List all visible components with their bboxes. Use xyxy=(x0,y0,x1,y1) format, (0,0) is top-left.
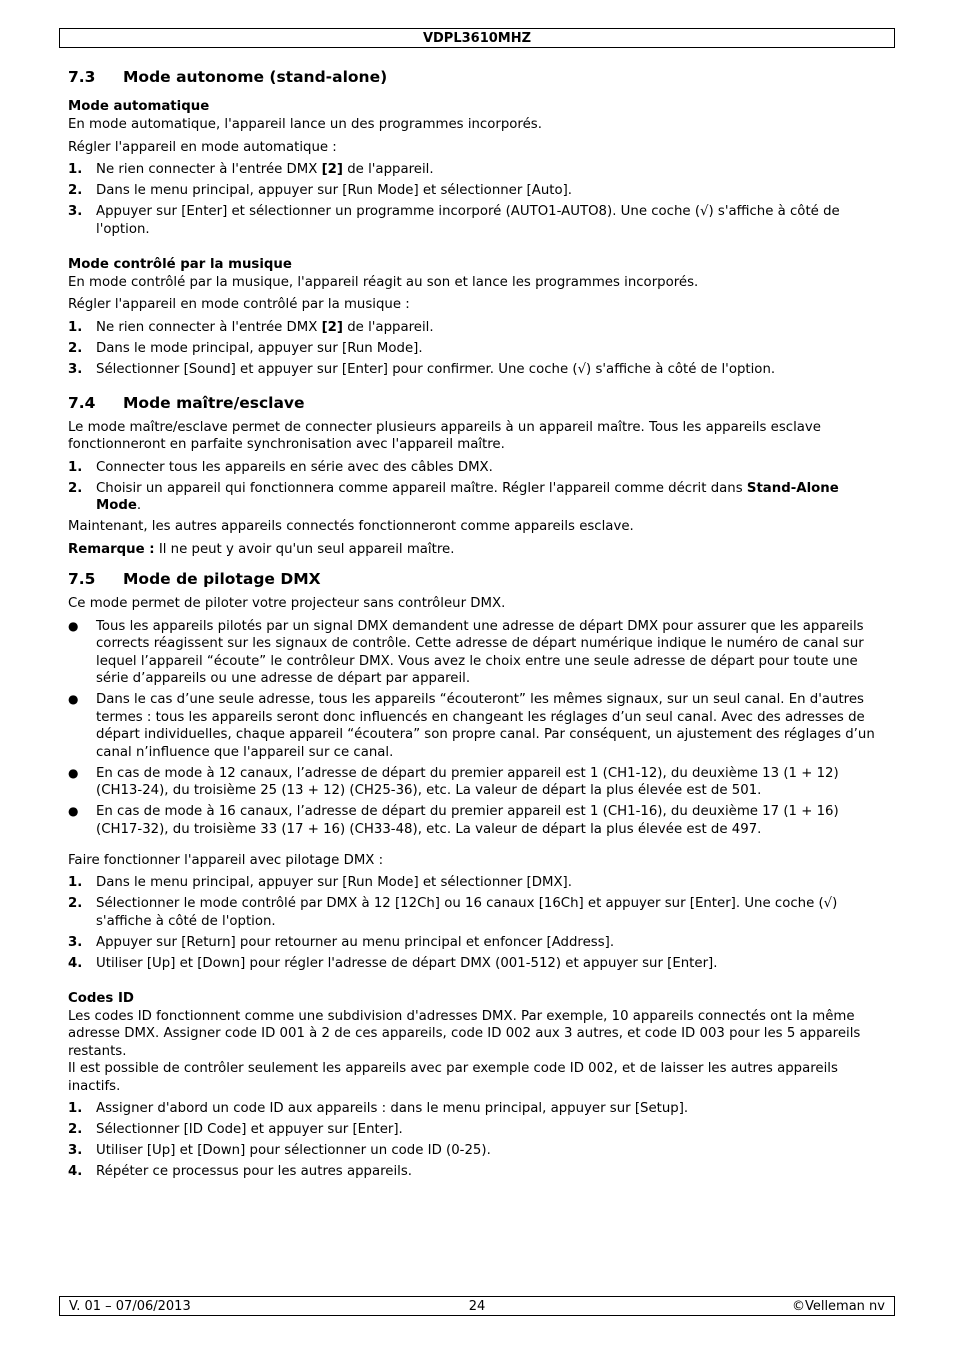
model-number: VDPL3610MHZ xyxy=(422,31,532,46)
section-heading-7-4: 7.4 Mode maître/esclave xyxy=(68,393,305,412)
list-item: ● En cas de mode à 16 canaux, l’adresse de départ du premier appareil est 1 (CH1-16), du deuxième 17 (1 + 16) (CH17-32), du troisième 33 (17 + 16) (CH33-48), etc. La valeur de départ la plus élevée est de 497. xyxy=(68,804,839,837)
remark: Remarque : Il ne peut y avoir qu'un seul appareil maître. xyxy=(68,541,455,557)
version-date: V. 01 – 07/06/2013 xyxy=(69,1299,191,1314)
paragraph: Régler l'appareil en mode automatique : xyxy=(68,139,337,155)
page-content xyxy=(68,66,888,1184)
paragraph: Le mode maître/esclave permet de connecter plusieurs appareils à un appareil maître. Tous les appareils esclave fonctionneront en parfaite synchronisation avec l'appareil maître. xyxy=(68,419,821,452)
dmx-bullet-list xyxy=(68,618,888,839)
list-item: 3. Appuyer sur [Return] pour retourner au menu principal et enfoncer [Address]. xyxy=(68,934,615,950)
list-item: 4. Utiliser [Up] et [Down] pour régler l'adresse de départ DMX (001-512) et appuyer sur [Enter]. xyxy=(68,955,718,971)
paragraph: Ce mode permet de piloter votre projecteur sans contrôleur DMX. xyxy=(68,596,506,611)
paragraph: Régler l'appareil en mode contrôlé par la musique : xyxy=(68,297,410,312)
list-item: 3. Utiliser [Up] et [Down] pour sélectionner un code ID (0-25). xyxy=(68,1143,491,1158)
list-item: ● En cas de mode à 12 canaux, l’adresse de départ du premier appareil est 1 (CH1-12), du deuxième 13 (1 + 12) (CH13-24), du troisième 25 (13 + 12) (CH25-36), etc. La valeur de départ la plus élevée est de 501. xyxy=(68,765,839,798)
master-slave-steps-list xyxy=(68,459,888,515)
list-item: 3. Appuyer sur [Enter] et sélectionner un programme incorporé (AUTO1-AUTO8). Une coche (√) s'affiche à côté de l'option. xyxy=(68,204,840,237)
copyright: ©Velleman nv xyxy=(791,1299,885,1314)
list-item: 1. Assigner d'abord un code ID aux appareils : dans le menu principal, appuyer sur [Setup]. xyxy=(68,1101,689,1116)
music-steps-list xyxy=(68,319,888,379)
list-item: 2. Dans le mode principal, appuyer sur [Run Mode]. xyxy=(68,340,423,356)
list-item: 1. Ne rien connecter à l'entrée DMX [2] de l'appareil. xyxy=(68,319,434,335)
list-item: 1. Connecter tous les appareils en série avec des câbles DMX. xyxy=(68,459,493,475)
list-item: ● Tous les appareils pilotés par un signal DMX demandent une adresse de départ DMX pour assurer que les appareils corrects réagissent sur les signaux de contrôle. Cette adresse de départ numérique indique le numéro de canal sur lequel l’appareil “écoute” le contrôleur DMX. Vous avez le choix entre une seule adresse de départ pour toute une série d’appareils ou une adresse de départ par appareil. xyxy=(68,618,864,686)
codes-steps-list xyxy=(68,1100,888,1181)
section-heading-7-3: 7.3 Mode autonome (stand-alone) xyxy=(68,68,388,86)
list-item: 1. Ne rien connecter à l'entrée DMX [2] de l'appareil. xyxy=(68,162,434,177)
page-footer xyxy=(59,1296,895,1316)
list-item: 2. Sélectionner [ID Code] et appuyer sur [Enter]. xyxy=(68,1122,403,1137)
list-item: ● Dans le cas d’une seule adresse, tous les appareils “écouteront” les mêmes signaux, sur un seul canal. En d'autres termes : tous les appareils seront donc influencés en changeant les réglages d’un seul canal. Avec des adresses de départ individuelles, chaque appareil “écoutera” son propre canal. Par conséquent, un ajustement des réglages d’un canal n’influence que l'appareil sur ce canal. xyxy=(68,692,875,760)
list-item: 3. Sélectionner [Sound] et appuyer sur [Enter] pour confirmer. Une coche (√) s'affiche à côté de l'option. xyxy=(68,361,776,377)
paragraph: Maintenant, les autres appareils connectés fonctionneront comme appareils esclave. xyxy=(68,519,634,534)
subheading-codes-id: Codes ID xyxy=(68,990,134,1006)
subheading-music-mode: Mode contrôlé par la musique xyxy=(68,256,292,272)
section-heading-7-5: 7.5 Mode de pilotage DMX xyxy=(68,570,321,588)
paragraph: En mode contrôlé par la musique, l'appareil réagit au son et lance les programmes incorporés. xyxy=(68,274,699,290)
list-item: 2. Sélectionner le mode contrôlé par DMX à 12 [12Ch] ou 16 canaux [16Ch] et appuyer sur [Enter]. Une coche (√) s'affiche à côté de l'option. xyxy=(68,896,838,929)
dmx-steps-list xyxy=(68,874,888,972)
list-item: 2. Choisir un appareil qui fonctionnera comme appareil maître. Régler l'appareil comme décrit dans Stand-Alone Mode. xyxy=(68,480,839,513)
paragraph: En mode automatique, l'appareil lance un des programmes incorporés. xyxy=(68,117,542,132)
auto-steps-list xyxy=(68,161,888,238)
page-number: 24 xyxy=(468,1299,486,1314)
list-item: 4. Répéter ce processus pour les autres appareils. xyxy=(68,1164,413,1179)
list-item: 1. Dans le menu principal, appuyer sur [Run Mode] et sélectionner [DMX]. xyxy=(68,875,572,890)
page-header xyxy=(59,28,895,48)
paragraph: Les codes ID fonctionnent comme une subdivision d'adresses DMX. Par exemple, 10 appareils connectés ont la même adresse DMX. Assigner code ID 001 à 2 de ces appareils, code ID 002 aux 3 autres, et code ID 003 pour les 5 appareils restants. xyxy=(68,1008,861,1059)
paragraph: Faire fonctionner l'appareil avec pilotage DMX : xyxy=(68,852,384,868)
subheading-auto-mode: Mode automatique xyxy=(68,99,210,114)
paragraph: Il est possible de contrôler seulement les appareils avec par exemple code ID 002, et de laisser les autres appareils inactifs. xyxy=(68,1061,838,1094)
list-item: 2. Dans le menu principal, appuyer sur [Run Mode] et sélectionner [Auto]. xyxy=(68,183,573,198)
